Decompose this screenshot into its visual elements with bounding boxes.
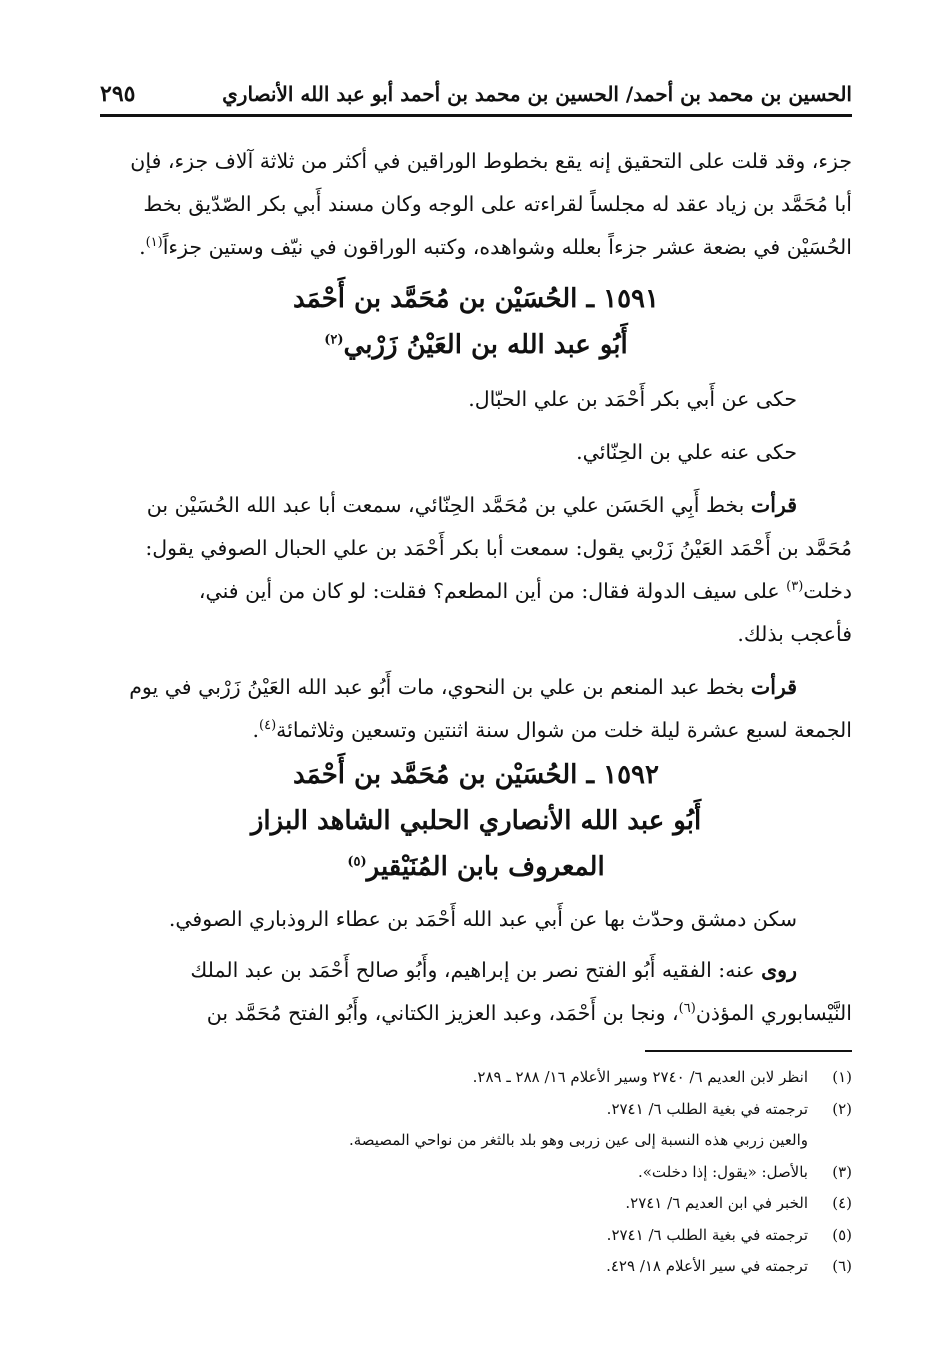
entry-1591-paragraph-3	[100, 484, 852, 656]
entry-1591-line: حكى عن أَبي بكر أَحْمَد بن علي الحبّال.	[468, 387, 797, 411]
entry-1591-line: حكى عنه علي بن الحِنّائي.	[576, 440, 797, 464]
footnote-number: (٢)	[832, 1099, 852, 1118]
entry-1591-paragraph-4	[100, 666, 852, 752]
entry-1591-line	[100, 709, 852, 752]
footnote-item	[100, 1157, 852, 1189]
footnote-text: ترجمته في سير الأعلام ١٨/ ٤٢٩.	[606, 1257, 808, 1275]
footnote-number: (١)	[832, 1068, 852, 1086]
entry-1592-body	[100, 898, 852, 1035]
entry-1591-heading	[100, 276, 852, 368]
footnote-ref: (٤)	[259, 718, 277, 734]
footnote-text: الخبر في ابن العديم ٦/ ٢٧٤١.	[625, 1194, 808, 1212]
header-rule	[100, 114, 852, 117]
intro-line-text: الحُسَيْن في بضعة عشر جزءاً بعلله وشواهده، وكتبه الوراقون في نيّف وستين جزءاً	[162, 235, 852, 259]
intro-paragraph	[100, 140, 852, 269]
footnote-number: (٣)	[832, 1162, 852, 1181]
line-text: ، ونجا بن أَحْمَد، وعبد العزيز الكتاني، وأَبُو الفتح مُحَمَّد بن	[206, 1001, 679, 1025]
footnote-text: ترجمته في بغية الطلب ٦/ ٢٧٤١.	[606, 1225, 808, 1244]
footnote-text: ترجمته في بغية الطلب ٦/ ٢٧٤١.	[606, 1099, 808, 1118]
entry-1592-paragraph-2	[100, 949, 852, 1035]
entry-1591-line	[100, 484, 852, 527]
footnote-item	[100, 1251, 852, 1283]
entry-1591-title: ١٥٩١ ـ الحُسَيْن بن مُحَمَّد بن أَحْمَد	[293, 284, 659, 314]
entry-1591-subtitle-text: أَبُو عبد الله بن العَيْنُ زَرْبي	[343, 330, 628, 360]
paragraph-lead: روى	[761, 958, 797, 982]
page-header	[100, 72, 852, 116]
line-text: دخلت	[803, 579, 852, 603]
footnote-text: بالأصل: «يقول: إذا دخلت».	[637, 1162, 808, 1181]
footnote-item	[100, 1062, 852, 1094]
intro-line: أبا مُحَمَّد بن زياد عقد له مجلساً لقراءته على الوجه وكان مسند أَبي بكر الصّدّيق بخط	[143, 192, 852, 216]
footnote-text: والعين زربي هذه النسبة إلى عين زربى وهو بلد بالثغر من نواحي المصيصة.	[348, 1131, 808, 1149]
line-text: عنه: الفقيه أَبُو الفتح نصر بن إبراهيم، وأَبُو صالح أَحْمَد بن عبد الملك	[190, 958, 762, 982]
footnote-number: (٤)	[832, 1194, 852, 1212]
paragraph-lead: قرأت	[750, 493, 797, 517]
footnote-text: انظر لابن العديم ٦/ ٢٧٤٠ وسير الأعلام ١٦/ ٢٨٨ ـ ٢٨٩.	[472, 1068, 808, 1086]
footnote-continuation	[100, 1125, 852, 1157]
footnote-ref: (٥)	[347, 854, 367, 870]
intro-line	[100, 226, 852, 269]
entry-1591-subtitle	[100, 322, 852, 368]
footnotes	[100, 1062, 852, 1283]
footnote-item	[100, 1220, 852, 1252]
footnote-ref: (٦)	[678, 1001, 696, 1017]
footnote-number: (٦)	[832, 1257, 852, 1275]
entry-1591-body	[100, 378, 852, 752]
footnote-number: (٥)	[832, 1225, 852, 1244]
footnote-ref: (١)	[145, 235, 163, 251]
entry-1592-heading	[100, 752, 852, 890]
entry-1592-line	[100, 992, 852, 1035]
footnote-separator	[645, 1050, 852, 1052]
entry-1591-line	[100, 570, 852, 613]
line-text: بخط عبد المنعم بن علي بن النحوي، مات أَبُو عبد الله العَيْنُ زَرْبي في يوم	[129, 675, 751, 699]
paragraph-lead: قرأت	[750, 675, 797, 699]
entry-1592-line	[100, 949, 852, 992]
entry-1591-line	[100, 666, 852, 709]
entry-1592-subtitle: أَبُو عبد الله الأنصاري الحلبي الشاهد البزاز	[250, 806, 702, 836]
line-text: بخط أَبِي الحَسَن علي بن مُحَمَّد الحِنّائي، سمعت أبا عبد الله الحُسَيْن بن	[146, 493, 751, 517]
intro-line: جزء، وقد قلت على التحقيق إنه يقع بخطوط الوراقين في أكثر من ثلاثة آلاف جزء، فإن	[130, 149, 852, 173]
entry-1592-subtitle-text: المعروف بابن المُنَيْقير	[366, 852, 605, 882]
entry-1591-line: مُحَمَّد بن أَحْمَد العَيْنُ زَرْبي يقول: سمعت أبا بكر أَحْمَد بن علي الحبال الصوفي يقول:	[145, 536, 852, 560]
footnote-item	[100, 1188, 852, 1220]
entry-1592-line: سكن دمشق وحدّث بها عن أَبي عبد الله أَحْمَد بن عطاء الروذباري الصوفي.	[168, 907, 797, 931]
footnote-ref: (٢)	[324, 332, 344, 348]
line-text: .	[252, 718, 260, 742]
footnote-item	[100, 1094, 852, 1126]
footnote-ref: (٣)	[786, 579, 804, 595]
entry-1592-subtitle	[100, 844, 852, 890]
line-text: على سيف الدولة فقال: من أين المطعم؟ فقلت: لو كان من أين فني،	[198, 579, 787, 603]
intro-line-end: .	[139, 235, 146, 259]
running-title: الحسين بن محمد بن أحمد/ الحسين بن محمد بن أحمد أبو عبد الله الأنصاري	[222, 82, 852, 106]
entry-1591-line: فأعجب بذلك.	[737, 622, 852, 646]
line-text: النَّيْسابوري المؤذن	[695, 1001, 852, 1025]
entry-1592-title: ١٥٩٢ ـ الحُسَيْن بن مُحَمَّد بن أَحْمَد	[293, 760, 659, 790]
page-number: ٢٩٥	[100, 81, 136, 107]
line-text: الجمعة لسبع عشرة ليلة خلت من شوال سنة اثنتين وتسعين وثلاثمائة	[276, 718, 852, 742]
